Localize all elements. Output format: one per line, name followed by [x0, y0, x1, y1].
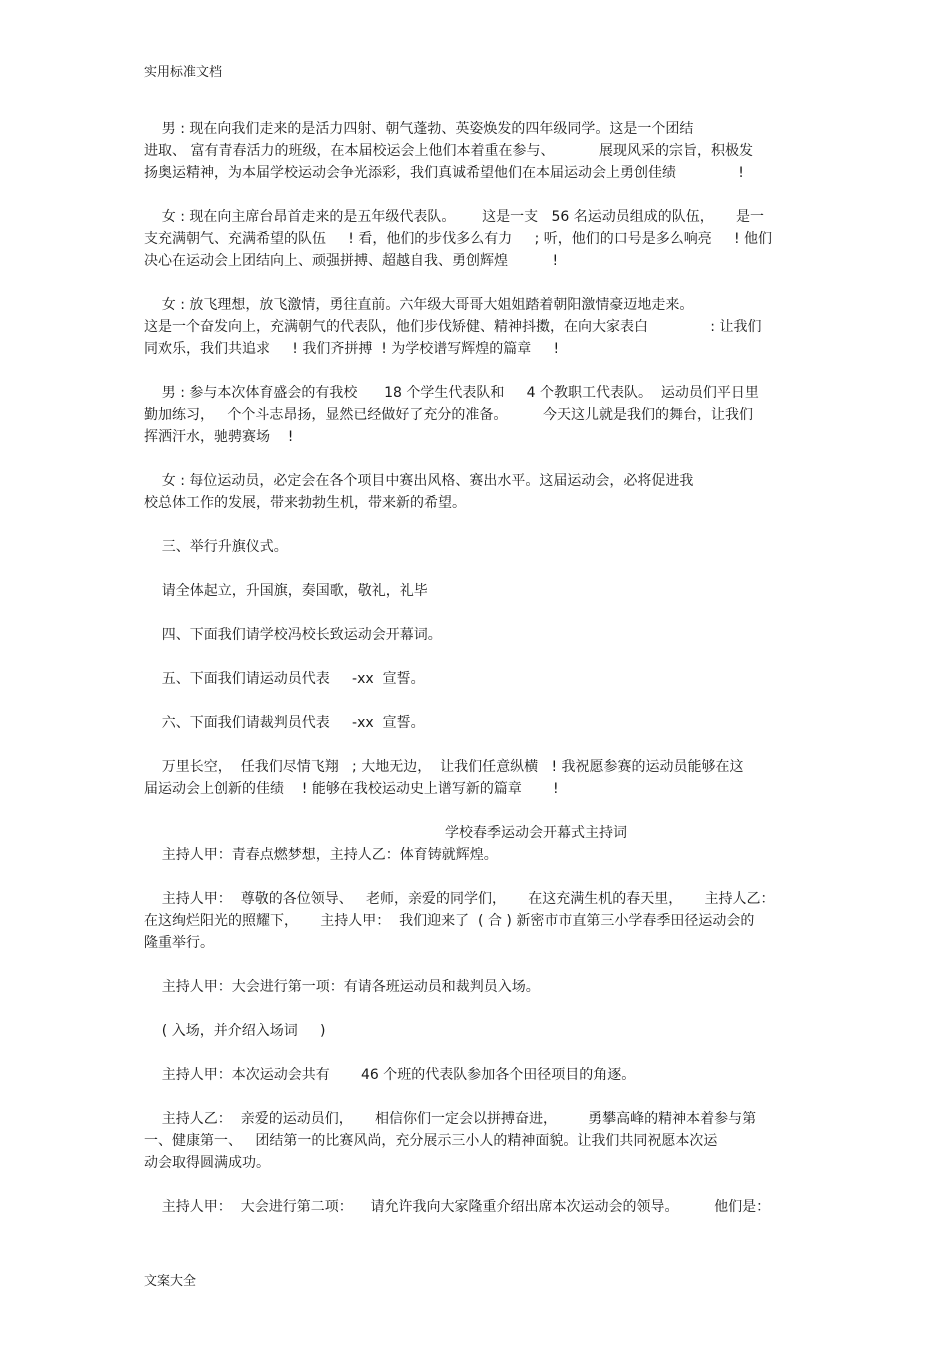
text-line: 女 : 每位运动员，必定会在各个项目中赛出风格、赛出水平。这届运动会，必将促进我 — [144, 473, 694, 489]
text-line: ( 入场，并介绍入场词 ) — [144, 1023, 326, 1039]
text-line: 扬奥运精神，为本届学校运动会争光添彩，我们真诚希望他们在本届运动会上勇创佳绩 ! — [144, 165, 744, 181]
paragraph — [144, 1196, 804, 1218]
page-footer: 文案大全 — [144, 1274, 197, 1289]
text-line: 在这绚烂阳光的照耀下， 主持人甲： 我们迎来了 ( 合 ) 新密市市直第三小学春季田径运动会的 — [144, 913, 755, 929]
paragraph — [144, 382, 804, 448]
text-line: 主持人甲： 尊敬的各位领导、 老师，亲爱的同学们， 在这充满生机的春天里， 主持人乙： — [144, 891, 775, 907]
text-line: 三、举行升旗仪式。 — [144, 539, 288, 555]
page-header: 实用标准文档 — [144, 65, 223, 80]
document-body — [144, 118, 804, 1240]
section-title: 学校春季运动会开幕式主持词 — [445, 825, 627, 841]
text-line: 五、下面我们请运动员代表 -xx 宣誓。 — [144, 671, 425, 687]
paragraph — [144, 624, 804, 646]
text-line: 勤加练习， 个个斗志昂扬，显然已经做好了充分的准备。 今天这儿就是我们的舞台，让我们 — [144, 407, 753, 423]
text-line: 主持人甲：本次运动会共有 46 个班的代表队参加各个田径项目的角逐。 — [144, 1067, 636, 1083]
text-line: 同欢乐，我们共追求 ! 我们齐拼搏 ! 为学校谱写辉煌的篇章 ! — [144, 341, 560, 357]
text-line: 挥洒汗水，驰骋赛场 ! — [144, 429, 294, 445]
text-line: 女 : 放飞理想，放飞激情，勇往直前。六年级大哥哥大姐姐踏着朝阳激情豪迈地走来。 — [144, 297, 694, 313]
host-script-section — [144, 844, 804, 1218]
paragraph — [144, 470, 804, 514]
text-line: 动会取得圆满成功。 — [144, 1155, 270, 1171]
text-line: 主持人甲：青春点燃梦想，主持人乙：体育铸就辉煌。 — [144, 847, 498, 863]
text-line: 主持人乙： 亲爱的运动员们， 相信你们一定会以拼搏奋进， 勇攀高峰的精神本着参与第 — [144, 1111, 757, 1127]
text-line: 请全体起立，升国旗，奏国歌，敬礼，礼毕 — [144, 583, 428, 599]
paragraph — [144, 976, 804, 998]
opening-section — [144, 118, 804, 800]
text-line: 四、下面我们请学校冯校长致运动会开幕词。 — [144, 627, 442, 643]
paragraph — [144, 756, 804, 800]
text-line: 届运动会上创新的佳绩 ! 能够在我校运动史上谱写新的篇章 ! — [144, 781, 559, 797]
text-line: 支充满朝气、充满希望的队伍 ! 看，他们的步伐多么有力 ; 听，他们的口号是多么响亮 ! 他们 — [144, 231, 773, 247]
text-line: 隆重举行。 — [144, 935, 214, 951]
text-line: 进取、 富有青春活力的班级，在本届校运会上他们本着重在参与、 展现风采的宗旨，积极发 — [144, 143, 753, 159]
paragraph — [144, 844, 804, 866]
text-line: 这是一个奋发向上，充满朝气的代表队，他们步伐矫健、精神抖擞，在向大家表白 : 让我们 — [144, 319, 762, 335]
paragraph — [144, 668, 804, 690]
paragraph — [144, 1064, 804, 1086]
paragraph — [144, 118, 804, 184]
text-line: 主持人甲： 大会进行第二项： 请允许我向大家隆重介绍出席本次运动会的领导。 他们是： — [144, 1199, 771, 1215]
paragraph — [144, 1020, 804, 1042]
text-line: 男 : 现在向我们走来的是活力四射、朝气蓬勃、英姿焕发的四年级同学。这是一个团结 — [144, 121, 694, 137]
text-line: 主持人甲：大会进行第一项：有请各班运动员和裁判员入场。 — [144, 979, 540, 995]
text-line: 万里长空， 任我们尽情飞翔 ; 大地无边， 让我们任意纵横 ! 我祝愿参赛的运动员能够在这 — [144, 759, 744, 775]
text-line: 决心在运动会上团结向上、顽强拼搏、超越自我、勇创辉煌 ! — [144, 253, 559, 269]
paragraph — [144, 580, 804, 602]
text-line: 六、下面我们请裁判员代表 -xx 宣誓。 — [144, 715, 425, 731]
paragraph — [144, 888, 804, 954]
paragraph — [144, 712, 804, 734]
paragraph — [144, 1108, 804, 1174]
text-line: 一、健康第一、 团结第一的比赛风尚，充分展示三小人的精神面貌。让我们共同祝愿本次运 — [144, 1133, 718, 1149]
text-line: 女 : 现在向主席台昂首走来的是五年级代表队。 这是一支 56 名运动员组成的队伍， 是一 — [144, 209, 764, 225]
text-line: 校总体工作的发展，带来勃勃生机，带来新的希望。 — [144, 495, 466, 511]
paragraph — [144, 294, 804, 360]
paragraph — [144, 206, 804, 272]
text-line: 男 : 参与本次体育盛会的有我校 18 个学生代表队和 4 个教职工代表队。 运动员们平日里 — [144, 385, 759, 401]
paragraph — [144, 536, 804, 558]
